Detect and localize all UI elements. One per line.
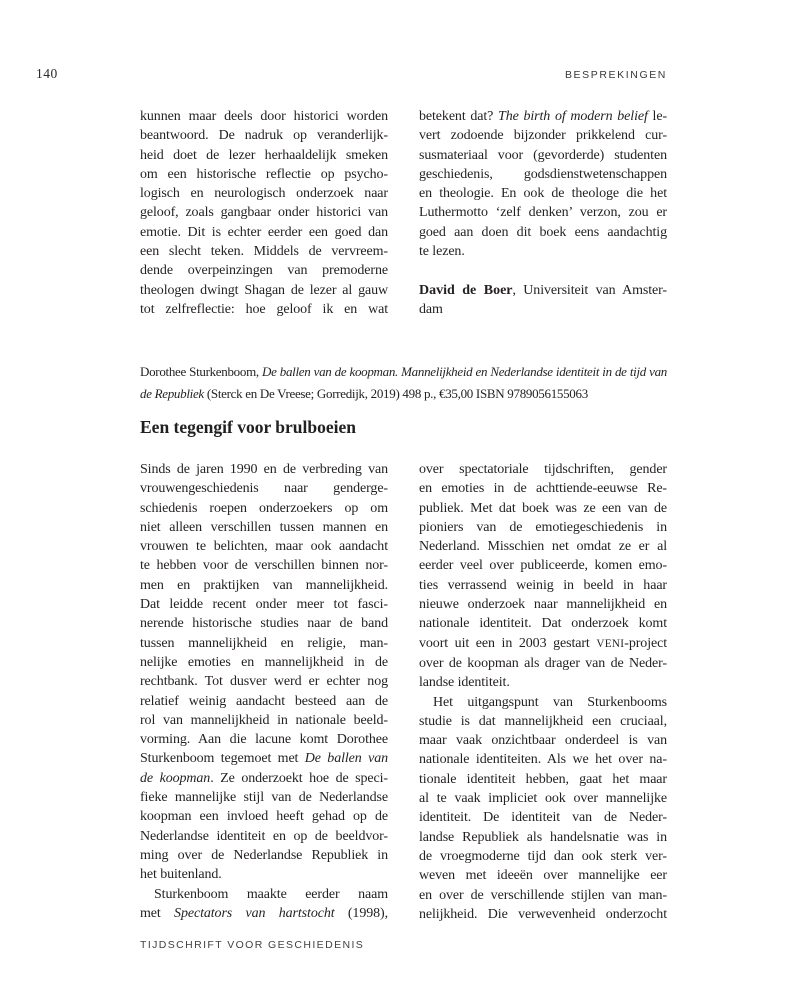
previous-review-right-column bbox=[419, 107, 667, 319]
text-line: emotie. Dit is echter eerder een goed dan bbox=[140, 224, 388, 240]
text-line: landse Republiek als handelsnatie was in bbox=[419, 829, 667, 845]
text-line: vorming. Aan die lacune komt Dorothee bbox=[140, 732, 388, 748]
text-line: betekent dat? The birth of modern belief le- bbox=[419, 109, 668, 124]
journal-footer: TIJDSCHRIFT VOOR GESCHIEDENIS bbox=[140, 939, 365, 951]
page-number: 140 bbox=[36, 66, 58, 81]
text-line: Het uitgangspunt van Sturkenbooms bbox=[433, 694, 667, 710]
text-line: vrouwen te belichten, maar ook aandacht bbox=[140, 539, 388, 555]
text-line: nationale identiteiten. Als we het over na- bbox=[419, 752, 667, 768]
text-line: de Republiek (Sterck en De Vreese; Gorredijk, 2019) 498 p., €35,00 ISBN 9789056155063 bbox=[140, 386, 588, 401]
text-line: nerende historische studies naar de band bbox=[140, 616, 388, 632]
text-line: voort uit een in 2003 gestart VENI-project bbox=[419, 635, 667, 651]
text-line: landse identiteit. bbox=[419, 675, 510, 691]
text-line: niet alleen verschillen tussen mannen en bbox=[140, 519, 388, 535]
text-line: en emoties in de achttiende-eeuwse Re- bbox=[419, 481, 667, 497]
text-line: pioniers van de emotiegeschiedenis in bbox=[419, 519, 667, 535]
review-body bbox=[140, 460, 667, 924]
text-line: de vroegmoderne tijd dan ook sterk ver- bbox=[419, 848, 667, 864]
text-line: fieke mannelijke stijl van de Nederlandse bbox=[140, 790, 388, 806]
text-line: Sturkenboom maakte eerder naam bbox=[154, 886, 388, 902]
text-line: Dat leidde recent onder meer tot fasci- bbox=[140, 597, 388, 613]
text-line: vrouwengeschiedenis naar genderge- bbox=[140, 481, 388, 497]
text-line: ming over de Nederlandse Republiek in bbox=[140, 847, 388, 863]
running-head bbox=[36, 66, 667, 82]
text-line: rol van mannelijkheid in nationale beeld- bbox=[140, 712, 388, 728]
text-line: tionale identiteit hebben, gaat het maar bbox=[419, 771, 667, 787]
text-line: Dorothee Sturkenboom, De ballen van de koopman. Mannelijkheid en Nederlandse identiteit in de tijd van bbox=[140, 364, 667, 379]
text-line: te hebben voor de verschillen binnen nor- bbox=[140, 558, 388, 574]
text-line: geloof, zoals gangbaar onder historici van bbox=[140, 205, 388, 221]
text-line: Nederlandse identiteit en op de beeldvor- bbox=[140, 828, 388, 844]
text-line: nelijke emoties en mannelijkheid in de bbox=[140, 654, 388, 670]
review-body-right-column bbox=[419, 460, 667, 924]
text-line: kunnen maar deels door historici worden bbox=[140, 109, 388, 124]
text-line: koopman een invloed heeft gehad op de bbox=[140, 809, 388, 825]
text-line: David de Boer, Universiteit van Amster- bbox=[419, 282, 667, 298]
text-line: en over de verschillende stijlen van man- bbox=[419, 887, 667, 903]
previous-review-left-column bbox=[140, 107, 388, 319]
text-line: weven met ideeën over mannelijke eer bbox=[419, 868, 667, 884]
book-citation bbox=[140, 361, 667, 405]
text-line: rechtbank. Tot dusver werd er echter nog bbox=[140, 674, 388, 690]
previous-review-continuation bbox=[140, 107, 667, 319]
text-line: beantwoord. De nadruk op veranderlijk- bbox=[140, 128, 388, 144]
previous-review-closing-paragraph bbox=[419, 107, 667, 261]
text-line: ties verrassend weinig in beeld in haar bbox=[419, 577, 667, 593]
text-line: Nederland. Misschien net omdat ze er al bbox=[419, 539, 667, 555]
text-line: het buitenland. bbox=[140, 867, 222, 883]
text-line: studie is dat mannelijkheid een cruciaal, bbox=[419, 713, 667, 729]
text-line: te lezen. bbox=[419, 244, 465, 260]
text-line: Luthermotto ‘zelf denken’ verzon, zou er bbox=[419, 205, 667, 221]
text-line: men en praktijken van mannelijkheid. bbox=[140, 577, 388, 593]
text-line: met Spectators van hartstocht (1998), bbox=[140, 905, 388, 921]
review-body-left-column bbox=[140, 460, 388, 924]
text-line: publiek. Met dat boek was ze een van de bbox=[419, 500, 667, 516]
text-line: identiteit. De identiteit van de Neder- bbox=[419, 810, 667, 826]
text-line: eerder veel over publiceerde, komen emo- bbox=[419, 558, 667, 574]
text-line: nelijkheid. Die verwevenheid onderzocht bbox=[419, 906, 667, 922]
text-line: de koopman. Ze onderzoekt hoe de speci- bbox=[140, 770, 388, 786]
text-line: om een historische reflectie op psycho- bbox=[140, 166, 388, 182]
text-line: maar vaak onzichtbaar onderdeel is van bbox=[419, 733, 667, 749]
text-line: relatief weinig aandacht besteed aan de bbox=[140, 693, 388, 709]
text-line: Sturkenboom tegemoet met De ballen van bbox=[140, 751, 389, 767]
text-line: geschiedenis, godsdienstwetenschappen bbox=[419, 166, 667, 182]
text-line: over de koopman als drager van de Neder- bbox=[419, 655, 667, 671]
text-line: theologen dwingt Shagan de lezer al gauw bbox=[140, 282, 388, 298]
text-line: een slecht teken. Middels de vervreem- bbox=[140, 244, 388, 260]
text-line: nieuwe onderzoek naar mannelijkheid en bbox=[419, 597, 667, 613]
text-line: over spectatoriale tijdschriften, gender bbox=[419, 462, 667, 477]
text-line: nationale identiteit. Dat onderzoek komt bbox=[419, 616, 667, 632]
text-line: en theologie. En ook de theologe die het bbox=[419, 186, 667, 202]
text-line: dende overpeinzingen van premoderne bbox=[140, 263, 388, 279]
section-header: BESPREKINGEN bbox=[564, 69, 667, 81]
text-line: schiedenis roepen onderzoekers op om bbox=[140, 500, 388, 516]
text-line: susmateriaal voor (gevorderde) studenten bbox=[419, 147, 667, 163]
text-line: logisch en neurologisch onderzoek naar bbox=[140, 186, 388, 202]
text-line: dam bbox=[419, 301, 443, 317]
reviewer-signature bbox=[419, 281, 667, 320]
text-line: tot zelfreflectie: hoe geloof ik en wat bbox=[140, 301, 388, 317]
text-line: al te vaak impliciet ook over mannelijke bbox=[419, 791, 667, 807]
text-line: vert zodoende bijzonder prikkelend cur- bbox=[419, 128, 667, 144]
text-line: tussen mannelijkheid en religie, man- bbox=[140, 635, 388, 651]
text-line: Sinds de jaren 1990 en de verbreding van bbox=[140, 462, 388, 477]
review-title: Een tegengif voor brulboeien bbox=[140, 417, 356, 437]
text-line: heid doet de lezer herhaaldelijk smeken bbox=[140, 147, 388, 163]
text-line: goed aan doen dit boek eens aandachtig bbox=[419, 224, 667, 240]
